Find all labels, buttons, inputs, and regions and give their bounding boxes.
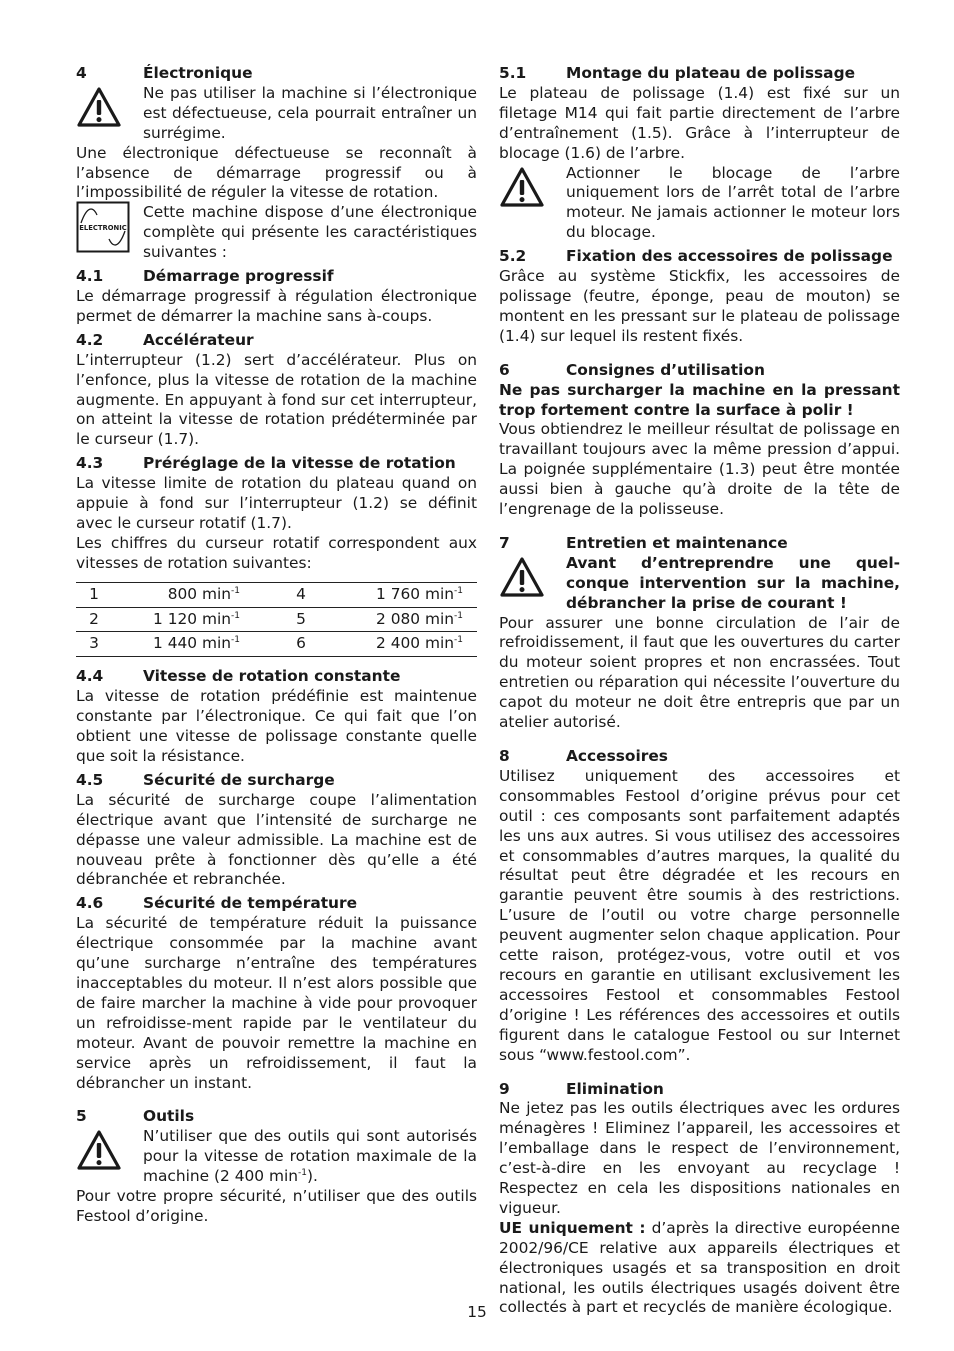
- warning-icon: [76, 1129, 122, 1171]
- section-heading-6: 6 Consignes d’utilisation: [499, 360, 765, 379]
- section-heading-9: 9 Elimination: [499, 1079, 664, 1098]
- warning-block: [76, 84, 477, 144]
- table-row: [76, 607, 477, 632]
- paragraph: La vitesse limite de rotation du plateau quand on appuie à fond sur l’interrupteur (1.2) se définit avec le curseur rotatif (1.7).: [76, 474, 477, 532]
- warning-icon: [499, 166, 545, 208]
- electronic-icon: [76, 201, 130, 253]
- warning-text: Avant d’entreprendre une quel-conque intervention sur la machine, débrancher la prise de courant !: [566, 553, 900, 612]
- paragraph: Pour votre propre sécurité, n’utiliser que des outils Festool d’origine.: [76, 1187, 477, 1225]
- paragraph: La sécurité de température réduit la puissance électrique consommée par la machine avant qu’une surcharge n’entraîne des températures inacceptables du moteur. Il n’est alors possible que de faire marcher la machine à vide pour provoquer un refroidisse-ment rapide par le ventilateur du moteur. Avant de pouvoir remettre la machine en service après un refroidissement, il faut la débrancher un instant.: [76, 914, 477, 1092]
- paragraph: L’interrupteur (1.2) sert d’accélérateur. Plus on l’enfonce, plus la vitesse de rotation de la machine augmente. En appuyant à fond sur cet interrupteur, on atteint la vitesse de rotation prédéterminée par le curseur (1.7).: [76, 350, 477, 449]
- section-heading-5-2: 5.2 Fixation des accessoires de polissage: [499, 247, 893, 266]
- paragraph: Pour assurer une bonne circulation de l’air de refroidissement, il faut que les ouvertures du carter du moteur soient propres et non encrassées. Tout entretien ou réparation qui nécessite l’ouverture du capot du moteur ne doit être entrepris que par un atelier autorisé.: [499, 613, 900, 732]
- paragraph: Le démarrage progressif à régulation électronique permet de démarrer la machine sans à-coups.: [76, 286, 477, 325]
- table-cell: 800 $\min^{-1}$: [167, 584, 240, 603]
- paragraph: Ne jetez pas les outils électriques avec les ordures ménagères ! Eliminez l’appareil, les accessoires et l’emballage dans le respect de l’environnement, c’est-à-dire en les envoyant au recyclage ! Respectez en cela les dispositions nationales en vigueur.: [499, 1099, 900, 1217]
- section-heading-4-6: 4.6 Sécurité de température: [76, 894, 358, 913]
- section-heading-4-2: 4.2 Accélérateur: [76, 330, 254, 349]
- table-cell: 3: [89, 634, 99, 653]
- warning-icon: [76, 86, 122, 128]
- warning-icon: [499, 556, 545, 598]
- paragraph: La sécurité de surcharge coupe l’alimentation électrique avant que l’intensité de surcharge ne dépasse une valeur admissible. La machine est de nouveau prête à fonctionner dès qu’elle a été débranchée et rebranchée.: [76, 790, 477, 889]
- table-cell: 1 440 $\min^{-1}$: [153, 634, 240, 653]
- table-cell: 1 120 $\min^{-1}$: [153, 609, 240, 628]
- section-heading-8: 8 Accessoires: [499, 747, 668, 765]
- warning-text: N’utiliser que des outils qui sont autorisés pour la vitesse de rotation maximale de la machine (2 400 $\min^{-1}$).: [143, 1127, 477, 1186]
- table-cell: 2: [89, 609, 99, 628]
- paragraph: UE uniquement : d’après la directive européenne 2002/96/CE relative aux appareils électriques et électroniques usagés et sa transposition en droit national, les outils électriques usagés doivent être collectés à part et recyclés de manière écologique.: [499, 1218, 900, 1317]
- paragraph: Vous obtiendrez le meilleur résultat de polissage en travaillant toujours avec la même pression d’appui. La poignée supplémentaire (1.3) peut être montée aussi bien à gauche qu’à droite de la tête de l’engrenage de la polisseuse.: [499, 420, 900, 519]
- section-heading-5-1: 5.1 Montage du plateau de polissage: [499, 64, 856, 82]
- right-column: [499, 64, 900, 1318]
- table-row: [76, 582, 477, 607]
- section-heading-4: 4 Électronique: [76, 64, 253, 82]
- table-cell: 2 400 $\min^{-1}$: [376, 634, 463, 653]
- section-heading-4-5: 4.5 Sécurité de surcharge: [76, 770, 335, 789]
- warning-block: [76, 1127, 477, 1187]
- warning-block: [499, 164, 900, 244]
- warning-text: Actionner le blocage de l’arbre uniquement lors de l’arrêt total de l’arbre moteur. Ne jamais actionner le moteur lors du blocage.: [566, 163, 900, 242]
- paragraph: Une électronique défectueuse se reconnaît à l’absence de démarrage progressif ou à l’impossibilité de réguler la vitesse de rotation.: [76, 143, 477, 202]
- section-heading-4-3: 4.3 Préréglage de la vitesse de rotation: [76, 454, 456, 473]
- electronic-note-text: Cette machine dispose d’une électronique complète qui présente les caractéristiques suivantes :: [143, 203, 477, 262]
- table-cell: 4: [296, 584, 306, 603]
- electronic-icon-label: ELECTRONIC: [79, 224, 127, 233]
- section-heading-5: 5 Outils: [76, 1107, 195, 1126]
- table-cell: 5: [296, 609, 306, 628]
- warning-text: Ne pas utiliser la machine si l’électronique est défectueuse, cela pourrait entraîner un surrégime.: [143, 83, 477, 142]
- page-number: 15: [467, 1303, 487, 1321]
- speed-table: [76, 582, 477, 658]
- table-cell: 1 760 $\min^{-1}$: [376, 584, 463, 603]
- paragraph: Grâce au système Stickfix, les accessoires de polissage (feutre, éponge, peau de mouton) se montent en les pressant sur le plateau de polissage (1.4) sur lequel ils restent fixés.: [499, 267, 900, 345]
- section-heading-4-1: 4.1 Démarrage progressif: [76, 267, 334, 286]
- paragraph: Les chiffres du curseur rotatif correspondent aux vitesses de rotation suivantes:: [76, 533, 477, 572]
- section-heading-7: 7 Entretien et maintenance: [499, 533, 788, 552]
- section-heading-4-4: 4.4 Vitesse de rotation constante: [76, 667, 401, 686]
- paragraph: Utilisez uniquement des accessoires et consommables Festool d’origine prévus pour cet outil : ces composants sont parfaitement adaptés les uns aux autres. Si vous utilisez des accessoires et consommables d’autres marques, la qualité du résultat peut être dégradée et les recours en garantie peuvent être soumis à des restrictions. L’usure de l’outil ou votre charge personnelle peuvent augmenter selon chaque application. Pour cette raison, protégez-vous, votre outil et vos recours en garantie en utilisant exclusivement les accessoires Festool et consommables Festool d’origine ! Les références des accessoires et outils figurent dans le catalogue Festool ou sur Internet sous “www.festool.com”.: [499, 766, 900, 1064]
- warning-block: [499, 554, 900, 614]
- left-column: [76, 64, 477, 1227]
- table-cell: 2 080 $\min^{-1}$: [376, 609, 463, 628]
- paragraph: La vitesse de rotation prédéfinie est maintenue constante par l’électronique. Ce qui fait que l’on obtient une vitesse de polissage constante quelle que soit la résistance.: [76, 687, 477, 765]
- electronic-note-block: [76, 203, 477, 263]
- paragraph: Le plateau de polissage (1.4) est fixé sur un filetage M14 qui fait partie directement de l’arbre d’entraînement (1.5). Grâce à l’interrupteur de blocage (1.6) de l’arbre.: [499, 83, 900, 162]
- bold-notice: Ne pas surcharger la machine en la pressant trop fortement contre la surface à polir !: [499, 380, 900, 419]
- table-cell: 1: [89, 584, 99, 603]
- table-row: [76, 632, 477, 657]
- table-cell: 6: [296, 634, 306, 653]
